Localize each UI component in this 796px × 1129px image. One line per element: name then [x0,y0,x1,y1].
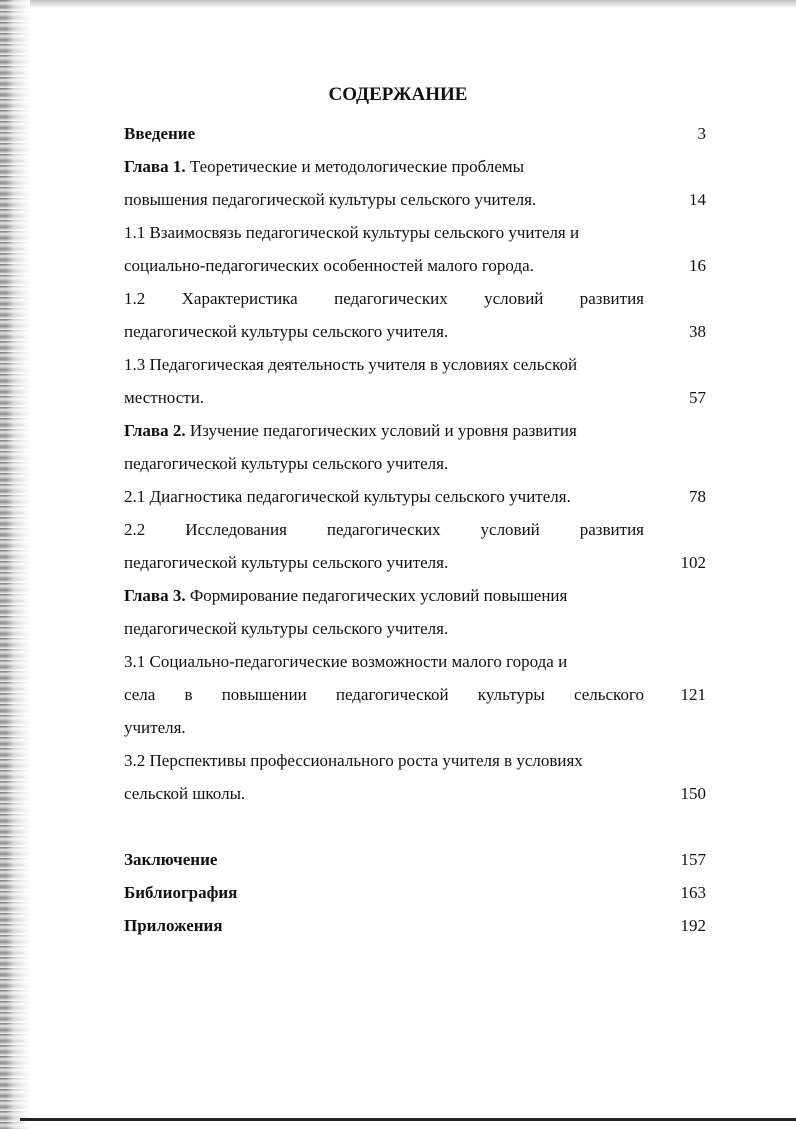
toc-entry-3-2[interactable] [124,744,714,810]
toc-entry-page: 121 [680,685,706,704]
toc-entry-3-1[interactable] [124,645,714,744]
toc-entry-title: Введение [124,124,196,143]
toc-entry-page: 14 [689,190,706,209]
toc-entry-2-1[interactable] [124,480,714,513]
toc-entry-page: 57 [689,388,706,407]
chapter-label: Глава 3. [124,586,186,605]
scan-edge-left [0,0,30,1129]
toc-entry-title: 2.1 Диагностика педагогической культуры сельского учителя. [124,487,571,506]
toc-entry-introduction[interactable] [124,117,714,150]
scan-edge-top [30,0,796,8]
chapter-label: Глава 2. [124,421,186,440]
toc-entry-title-cont-2: учителя. [124,718,186,737]
spacer [124,810,714,843]
toc-entry-title-cont: местности. [124,388,205,407]
scan-edge-bottom [20,1118,796,1121]
table-of-contents [124,117,714,942]
toc-entry-title: 3.2 Перспективы профессионального роста учителя в условиях [124,751,583,770]
toc-entry-title: 2.2 Исследования педагогических условий развития [124,520,644,539]
toc-entry-title-cont: педагогической культуры сельского учителя. [124,322,449,341]
toc-entry-title: 1.1 Взаимосвязь педагогической культуры сельского учителя и [124,223,580,242]
toc-entry-title: 1.2 Характеристика педагогических условий развития [124,289,644,308]
toc-entry-1-2[interactable] [124,282,714,348]
toc-entry-title-cont: повышения педагогической культуры сельского учителя. [124,190,537,209]
toc-entry-1-1[interactable] [124,216,714,282]
page-title: СОДЕРЖАНИЕ [328,84,468,105]
toc-entry-page: 78 [689,487,706,506]
toc-entry-title-cont: социально-педагогических особенностей малого города. [124,256,534,275]
toc-entry-title-cont: села в повышении педагогической культуры сельского [124,685,644,704]
toc-entry-title: Глава 2. Изучение педагогических условий и уровня развития [124,421,577,440]
toc-entry-1-3[interactable] [124,348,714,414]
toc-entry-chapter-3[interactable] [124,579,714,645]
toc-entry-appendices[interactable] [124,909,714,942]
toc-entry-title-cont: сельской школы. [124,784,246,803]
toc-entry-title-cont: педагогической культуры сельского учителя. [124,553,449,572]
toc-entry-page: 150 [680,784,706,803]
toc-entry-title-cont: педагогической культуры сельского учителя. [124,619,449,638]
toc-entry-title: Заключение [124,850,218,869]
toc-entry-title-cont: педагогической культуры сельского учителя. [124,454,449,473]
toc-entry-page: 163 [680,883,706,902]
toc-entry-page: 38 [689,322,706,341]
toc-entry-page: 102 [680,553,706,572]
toc-entry-chapter-2[interactable] [124,414,714,480]
chapter-label: Глава 1. [124,157,186,176]
toc-entry-page: 157 [680,850,706,869]
toc-entry-page: 3 [697,124,706,143]
toc-entry-title: Глава 3. Формирование педагогических условий повышения [124,586,568,605]
toc-entry-page: 192 [680,916,706,935]
toc-entry-title: Приложения [124,916,223,935]
toc-entry-conclusion[interactable] [124,843,714,876]
toc-entry-title: Глава 1. Теоретические и методологические проблемы [124,157,525,176]
toc-entry-page: 16 [689,256,706,275]
toc-entry-2-2[interactable] [124,513,714,579]
toc-entry-title: 3.1 Социально-педагогические возможности малого города и [124,652,568,671]
toc-entry-chapter-1[interactable] [124,150,714,216]
toc-entry-bibliography[interactable] [124,876,714,909]
toc-entry-title: Библиография [124,883,238,902]
toc-entry-title: 1.3 Педагогическая деятельность учителя в условиях сельской [124,355,578,374]
